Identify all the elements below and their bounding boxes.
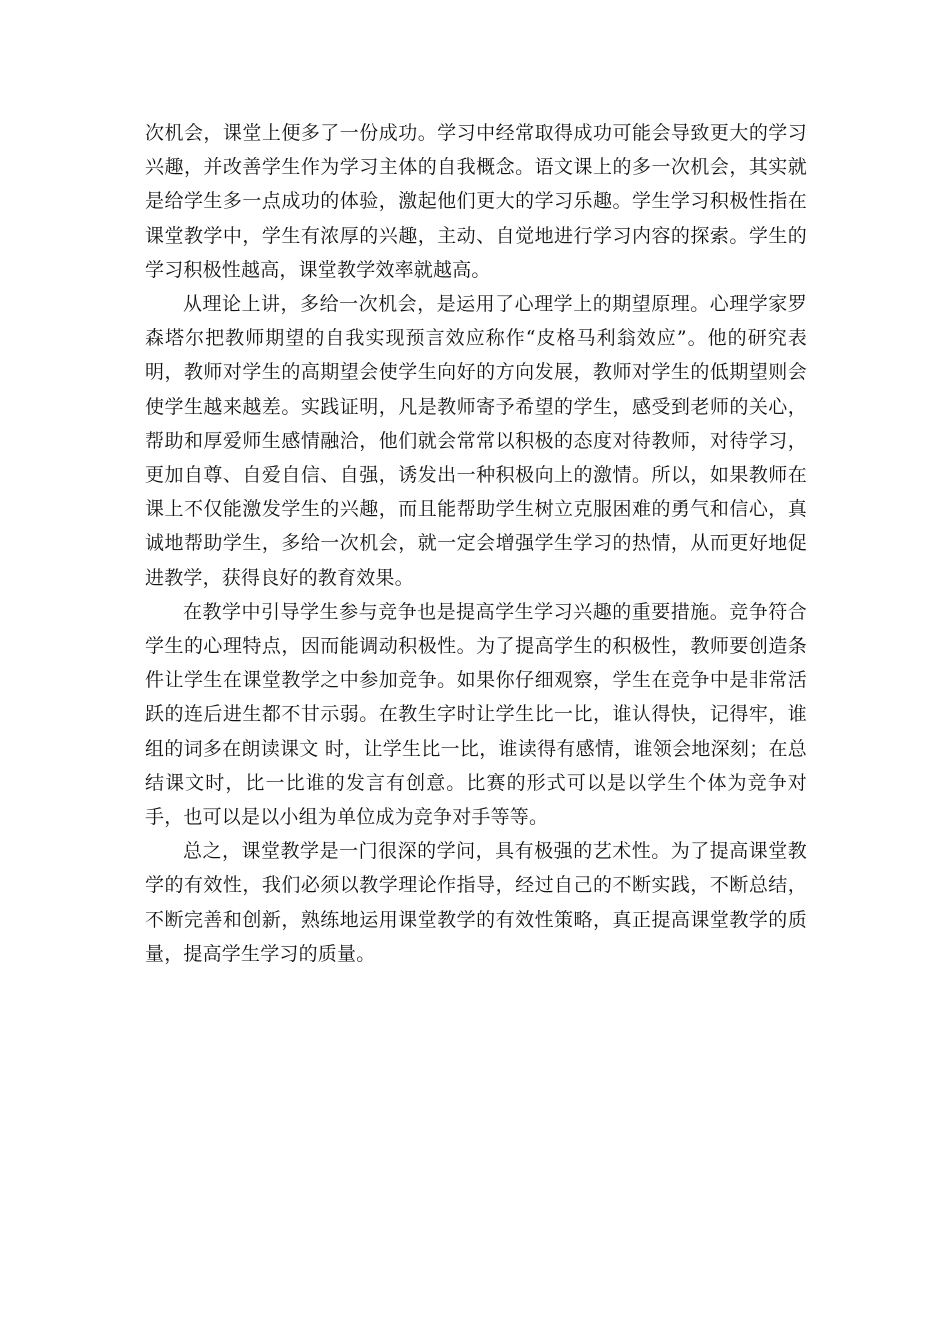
paragraph-4: 总之，课堂教学是一门很深的学问，具有极强的艺术性。为了提高课堂教学的有效性，我们必须以教学理论作指导，经过自己的不断实践，不断总结，不断完善和创新，熟练地运用课堂教学的有效性策略，真正提高课堂教学的质量，提高学生学习的质量。	[145, 840, 807, 965]
paragraph-1: 次机会，课堂上便多了一份成功。学习中经常取得成功可能会导致更大的学习兴趣，并改善学生作为学习主体的自我概念。语文课上的多一次机会，其实就是给学生多一点成功的体验，激起他们更大的学习乐趣。学生学习积极性指在课堂教学中，学生有浓厚的兴趣，主动、自觉地进行学习内容的探索。学生的学习积极性越高，课堂教学效率就越高。	[145, 122, 807, 281]
paragraph-2: 从理论上讲，多给一次机会，是运用了心理学上的期望原理。心理学家罗森塔尔把教师期望的自我实现预言效应称作“皮格马利翁效应”。他的研究表明，教师对学生的高期望会使学生向好的方向发展，教师对学生的低期望则会使学生越来越差。实践证明，凡是教师寄予希望的学生，感受到老师的关心，帮助和厚爱师生感情融洽，他们就会常常以积极的态度对待教师，对待学习，更加自尊、自爱自信、自强，诱发出一种积极向上的激情。所以，如果教师在课上不仅能激发学生的兴趣，而且能帮助学生树立克服困难的勇气和信心，真诚地帮助学生，多给一次机会，就一定会增强学生学习的热情，从而更好地促进教学，获得良好的教育效果。	[145, 293, 807, 589]
paragraph-3: 在教学中引导学生参与竞争也是提高学生学习兴趣的重要措施。竞争符合学生的心理特点，因而能调动积极性。为了提高学生的积极性，教师要创造条件让学生在课堂教学之中参加竞争。如果你仔细观察，学生在竞争中是非常活跃的连后进生都不甘示弱。在教生字时让学生比一比，谁认得快，记得牢，谁组的词多在朗读课文 时，让学生比一比，谁读得有感情，谁领会地深刻；在总结课文时，比一比谁的发言有创意。比赛的形式可以是以学生个体为竞争对手，也可以是以小组为单位成为竞争对手等等。	[145, 600, 807, 829]
document-body	[145, 116, 807, 971]
